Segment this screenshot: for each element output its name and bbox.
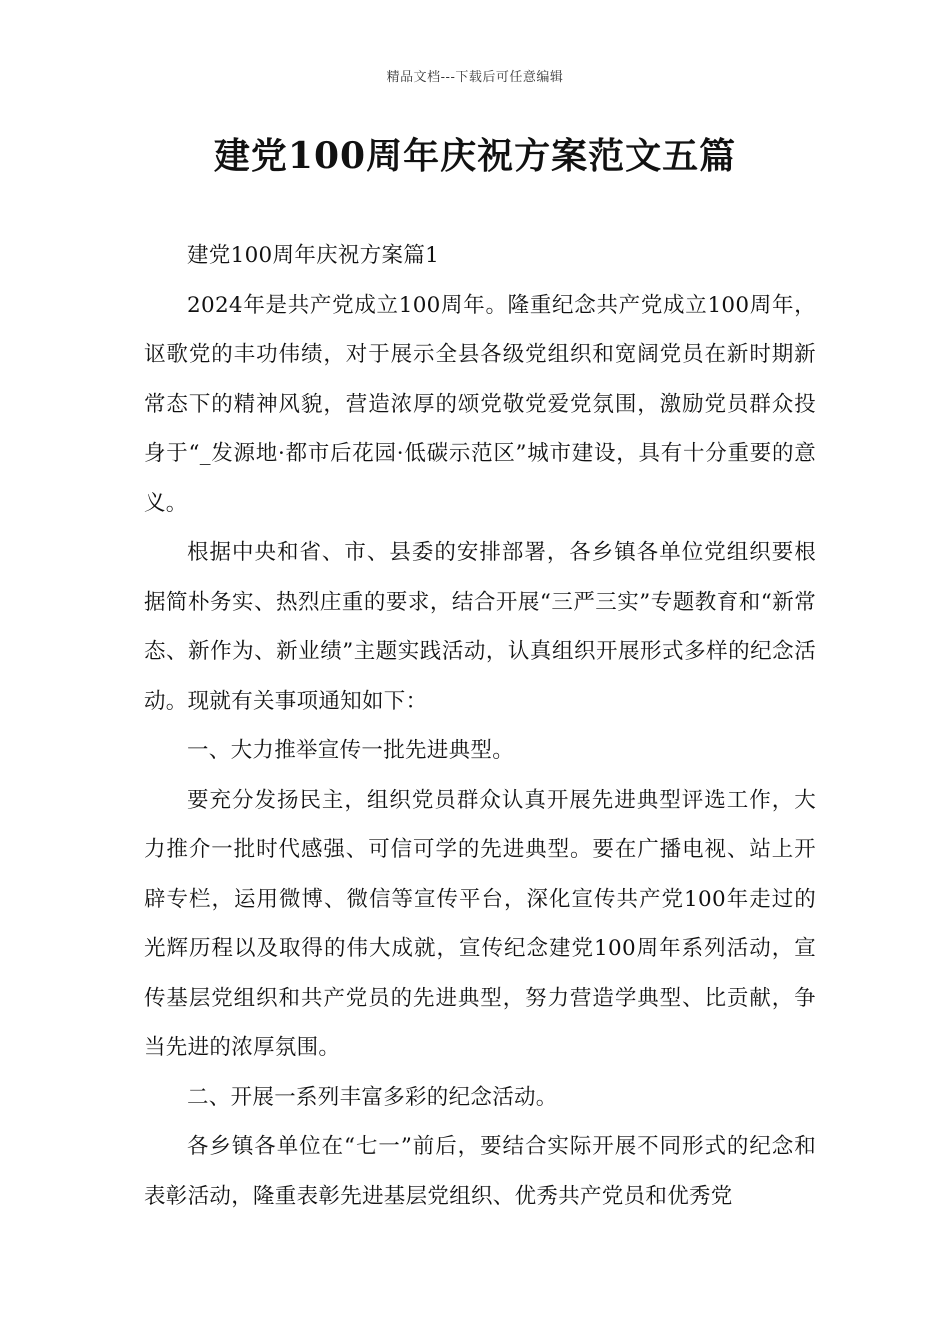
- paragraph: 要充分发扬民主，组织党员群众认真开展先进典型评选工作，大力推介一批时代感强、可信可学的先进典型。要在广播电视、站上开辟专栏，运用微博、微信等宣传平台，深化宣传共产党100年走过的光辉历程以及取得的伟大成就，宣传纪念建党100周年系列活动，宣传基层党组织和共产党员的先进典型，努力营造学典型、比贡献，争当先进的浓厚氛围。: [144, 787, 816, 1060]
- header-note: 精品文档---下载后可任意编辑: [386, 70, 564, 85]
- paragraph: 2024年是共产党成立100周年。隆重纪念共产党成立100周年，讴歌党的丰功伟绩，对于展示全县各级党组织和宽阔党员在新时期新常态下的精神风貌，营造浓厚的颂党敬党爱党氛围，激励党员群众投身于“_发源地·都市后花园·低碳示范区”城市建设，具有十分重要的意义。: [144, 292, 816, 516]
- document-title: 建党100周年庆祝方案范文五篇: [213, 135, 737, 177]
- paragraph: 各乡镇各单位在“七一”前后，要结合实际开展不同形式的纪念和表彰活动，隆重表彰先进基层党组织、优秀共产党员和优秀党: [144, 1134, 816, 1209]
- section-heading: 建党100周年庆祝方案篇1: [187, 243, 440, 268]
- list-heading: 二、开展一系列丰富多彩的纪念活动。: [187, 1084, 558, 1110]
- document-body: [144, 231, 816, 1221]
- paragraph: 根据中央和省、市、县委的安排部署，各乡镇各单位党组织要根据简朴务实、热烈庄重的要求，结合开展“三严三实”专题教育和“新常态、新作为、新业绩”主题实践活动，认真组织开展形式多样的纪念活动。现就有关事项通知如下：: [144, 540, 816, 714]
- list-heading: 一、大力推举宣传一批先进典型。: [187, 738, 515, 763]
